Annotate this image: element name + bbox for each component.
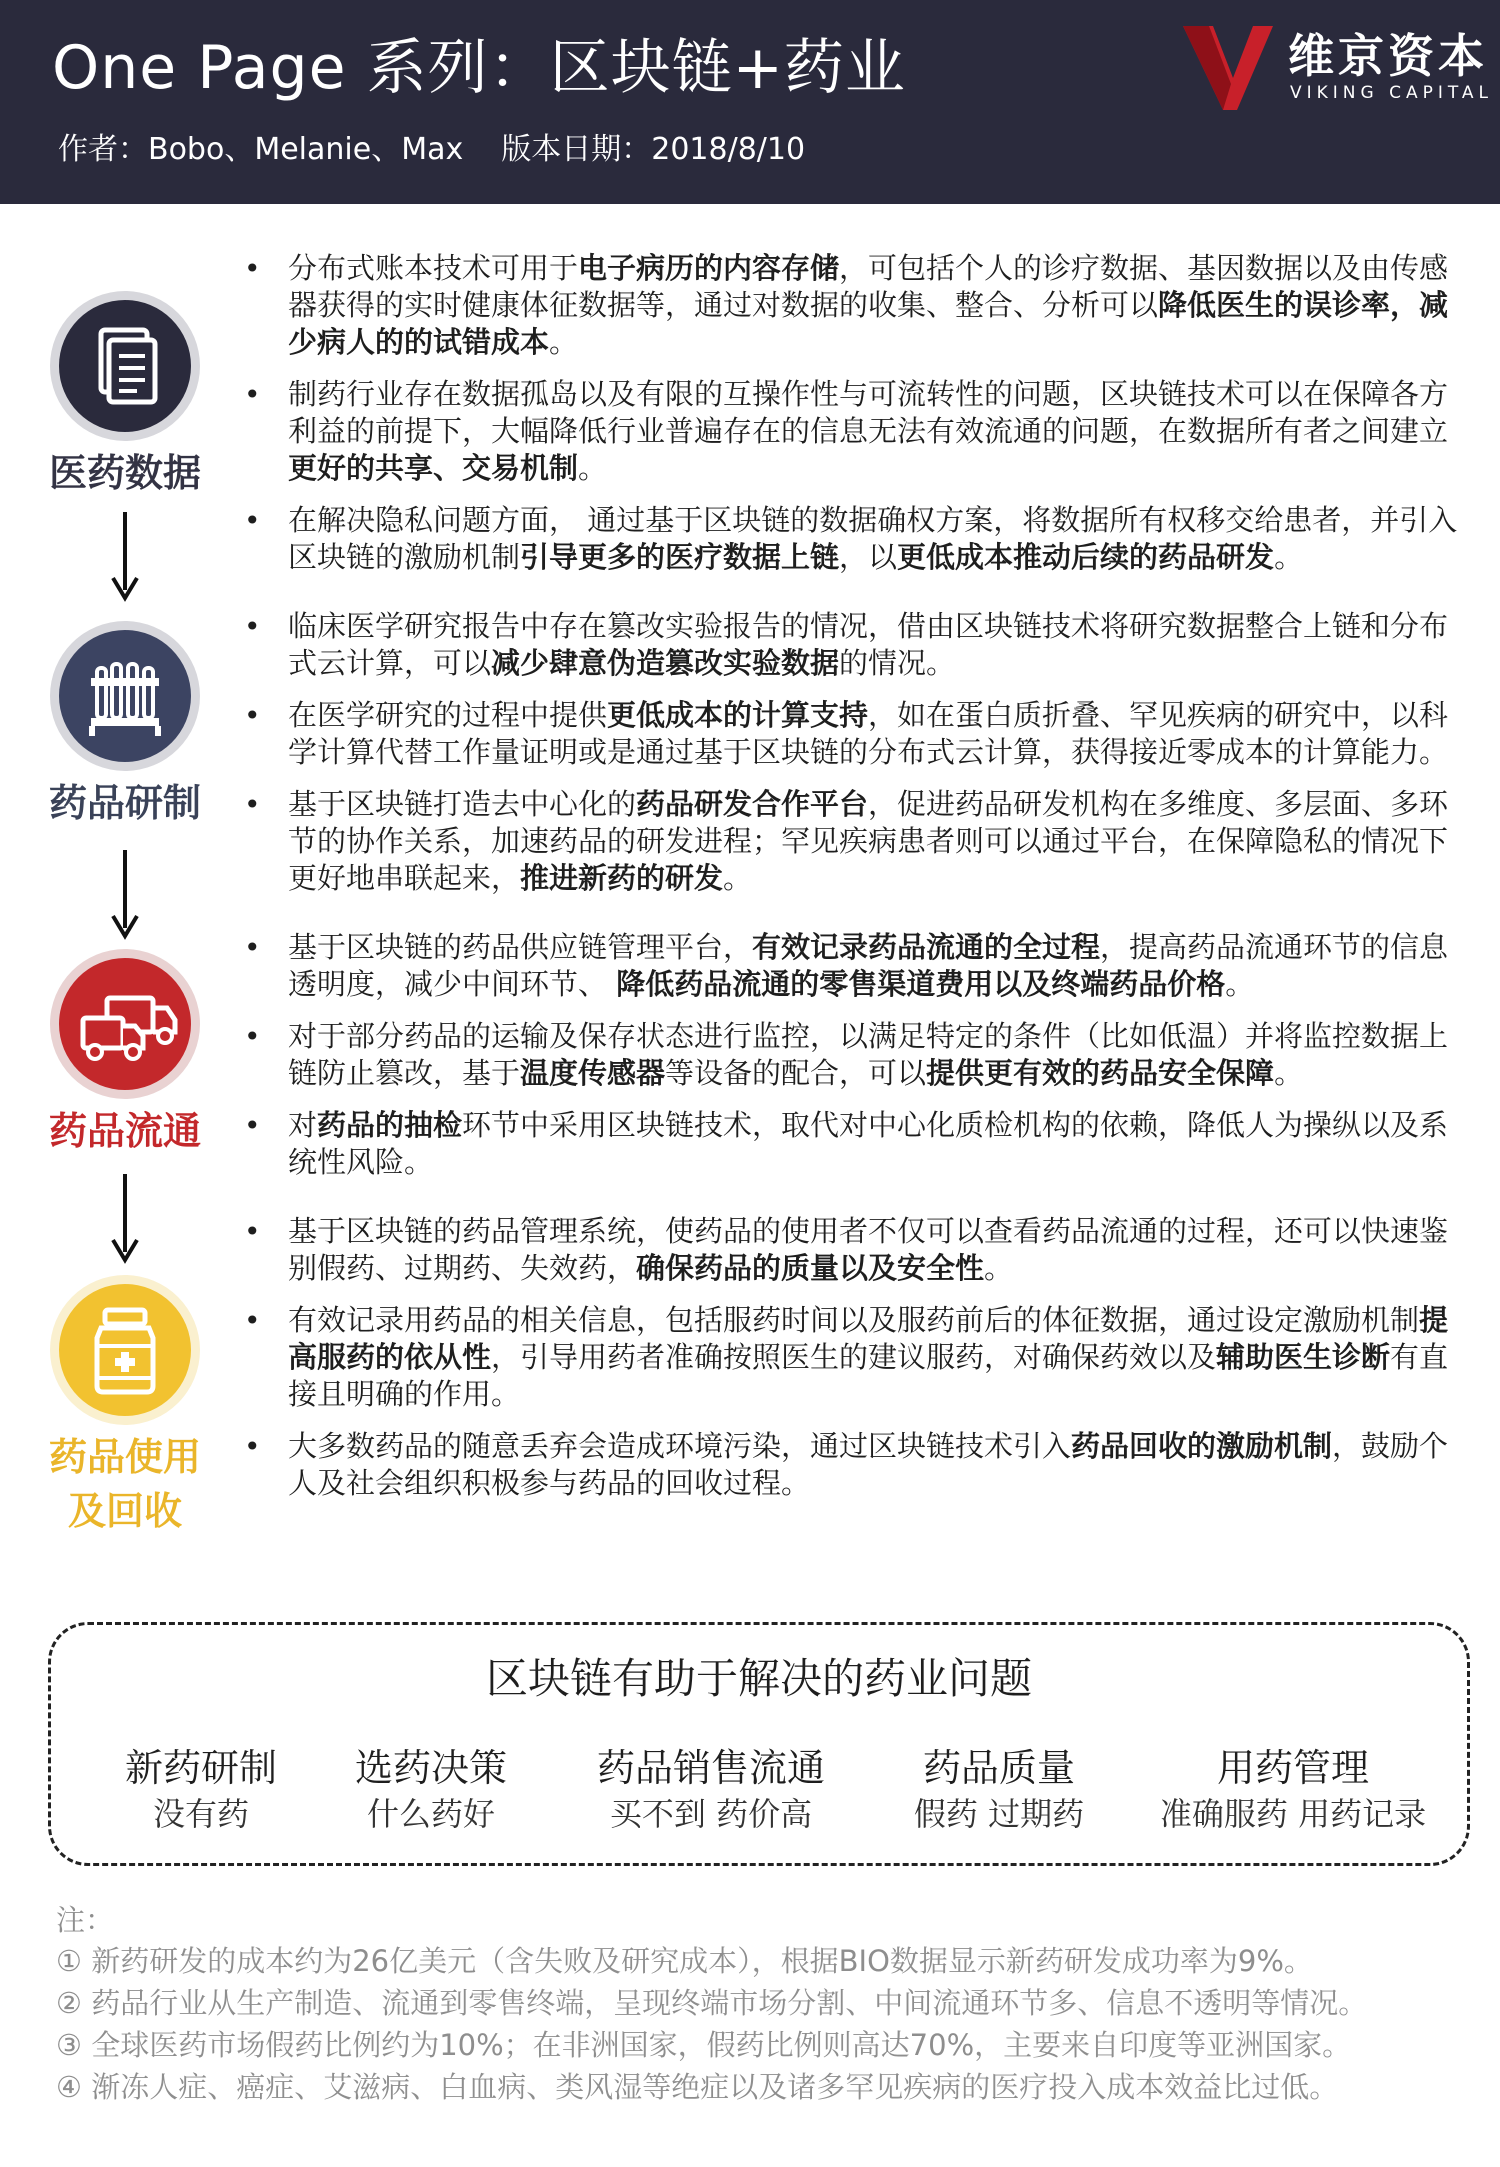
- problem-item: [301, 1743, 561, 1835]
- bullet-highlight: 引导更多的医疗数据上链: [520, 540, 840, 574]
- bullet-text: 有直接且明确的作用。: [288, 1340, 1449, 1411]
- bullet-text: ，如在蛋白质折叠、罕见疾病的研究中，以科学计算代替工作量证明或是通过基于区块链的分布式云计算，获得接近零成本的计算能力。: [288, 698, 1449, 769]
- bullet-item: [240, 608, 1460, 682]
- bullet-text: ，可包括个人的诊疗数据、基因数据以及由传感器获得的实时健康体征数据等，通过对数据的收集、整合、分析可以: [288, 251, 1449, 322]
- arrow-down-icon: [110, 512, 140, 604]
- arrow-down-icon: [110, 1174, 140, 1266]
- page-title: One Page 系列：区块链+药业: [52, 33, 906, 103]
- bullet-item: [240, 376, 1460, 487]
- bullet-item: [240, 250, 1460, 361]
- header-bar: [0, 0, 1500, 204]
- bullet-highlight: 确保药品的质量以及安全性: [636, 1251, 985, 1285]
- logo-chinese-name: 维京资本: [1288, 29, 1488, 83]
- stage-medical-data: [30, 290, 220, 500]
- bullet-item: [240, 929, 1460, 1003]
- footnote-item: ② 药品行业从生产制造、流通到零售终端，呈现终端市场分割、中间流通环节多、信息不透明等情况。: [56, 1986, 1368, 2020]
- author-text: 作者：Bobo、Melanie、Max: [58, 132, 464, 167]
- bullet-highlight: 温度传感器: [520, 1056, 666, 1090]
- byline: [58, 130, 805, 170]
- stage-drug-development: [30, 620, 220, 830]
- bullet-text: 对于部分药品的运输及保存状态进行监控，以满足特定的条件（比如低温）并将监控数据上链防止篡改，基于: [288, 1019, 1449, 1090]
- bullet-text: 基于区块链打造去中心化的: [288, 787, 637, 821]
- bullet-text: 。: [1225, 967, 1255, 1001]
- bullet-text: 对: [288, 1108, 318, 1142]
- bullet-text: 在医学研究的过程中提供: [288, 698, 608, 732]
- bullet-highlight: 有效记录药品流通的全过程: [752, 930, 1101, 964]
- bullet-content: [240, 250, 1460, 1517]
- problem-name: 选药决策: [354, 1746, 507, 1790]
- stage-label: 药品流通: [48, 1109, 201, 1153]
- problem-desc: 假药 过期药: [913, 1795, 1085, 1833]
- bullet-highlight: 更低成本推动后续的药品研发: [897, 540, 1275, 574]
- bullet-highlight: 减少肆意伪造篡改实验数据: [491, 646, 840, 680]
- bullet-group-drug-use: [240, 1213, 1460, 1502]
- bullet-text: 。: [984, 1251, 1014, 1285]
- bullet-text: 大多数药品的随意丢弃会造成环境污染，通过区块链技术引入: [288, 1429, 1072, 1463]
- notes-heading: 注：: [56, 1903, 115, 1937]
- viking-logo-icon: [1183, 26, 1273, 110]
- bullet-highlight: 更好的共享、交易机制: [288, 451, 579, 485]
- bullet-highlight: 药品回收的激励机制: [1071, 1429, 1333, 1463]
- problem-name: 用药管理: [1216, 1746, 1369, 1790]
- bullet-text: 环节中采用区块链技术，取代对中心化质检机构的依赖，降低人为操纵以及系统性风险。: [288, 1108, 1449, 1179]
- bullet-text: 。: [1274, 540, 1304, 574]
- problem-desc: 准确服药 用药记录: [1159, 1795, 1427, 1833]
- bullet-group-drug-development: [240, 608, 1460, 897]
- problem-desc: 没有药: [152, 1795, 249, 1833]
- medicine-bottle-icon: [49, 1274, 201, 1426]
- bullet-item: [240, 1018, 1460, 1092]
- bullet-text: 有效记录用药品的相关信息，包括服药时间以及服药前后的体征数据，通过设定激励机制: [288, 1303, 1420, 1337]
- footnote-item: ③ 全球医药市场假药比例约为10%；在非洲国家，假药比例则高达70%，主要来自印度等亚洲国家。: [56, 2028, 1352, 2062]
- bullet-highlight: 提供更有效的药品安全保障: [926, 1056, 1275, 1090]
- bullet-highlight: 药品的抽检: [317, 1108, 463, 1142]
- stage-drug-distribution: [30, 948, 220, 1158]
- bullet-text: 临床医学研究报告中存在篡改实验报告的情况，借由区块链技术将研究数据整合上链和分布式云计算，可以: [288, 609, 1449, 680]
- problem-item: [71, 1743, 331, 1835]
- bullet-text: ，引导用药者准确按照医生的建议服药，对确保药效以及: [491, 1340, 1217, 1374]
- logo-english-name: VIKING CAPITAL: [1290, 83, 1494, 103]
- bullet-text: 基于区块链的药品供应链管理平台，: [288, 930, 753, 964]
- bullet-text: 。: [723, 861, 753, 895]
- stage-label: 药品使用 及回收: [48, 1435, 201, 1533]
- stage-label: 药品研制: [48, 781, 201, 825]
- summary-title: 区块链有助于解决的药业问题: [485, 1654, 1032, 1703]
- problem-desc: 什么药好: [366, 1795, 495, 1833]
- footnotes: [56, 1900, 1476, 2108]
- arrow-down-icon: [110, 850, 140, 942]
- bullet-highlight: 推进新药的研发: [520, 861, 724, 895]
- bullet-group-medical-data: [240, 250, 1460, 576]
- bullet-text: ，提高药品流通环节的信息透明度，减少中间环节、: [288, 930, 1449, 1001]
- bullet-item: [240, 1428, 1460, 1502]
- bullet-text: 制药行业存在数据孤岛以及有限的互操作性与可流转性的问题，区块链技术可以在保障各方利益的前提下，大幅降低行业普遍存在的信息无法有效流通的问题，在数据所有者之间建立: [288, 377, 1449, 448]
- bullet-item: [240, 502, 1460, 576]
- problem-desc: 买不到 药价高: [609, 1795, 813, 1833]
- bullet-text: 分布式账本技术可用于: [288, 251, 579, 285]
- bullet-text: 等设备的配合，可以: [665, 1056, 927, 1090]
- bullet-item: [240, 1302, 1460, 1413]
- medical-record-icon: [49, 290, 201, 442]
- bullet-text: 在解决隐私问题方面， 通过基于区块链的数据确权方案，将数据所有权移交给患者，并引入区块链的激励机制: [288, 503, 1458, 574]
- bullet-item: [240, 1107, 1460, 1181]
- problem-item: [869, 1743, 1129, 1835]
- bullet-group-drug-distribution: [240, 929, 1460, 1181]
- bullet-text: 。: [578, 451, 608, 485]
- bullet-highlight: 电子病历的内容存储: [578, 251, 840, 285]
- footnote-item: ① 新药研发的成本约为26亿美元（含失败及研究成本），根据BIO数据显示新药研发成功率为9%。: [56, 1944, 1313, 1978]
- bullet-item: [240, 697, 1460, 771]
- bullet-text: 。: [1274, 1056, 1304, 1090]
- bullet-highlight: 降低医生的误诊率，减少病人的的试错成本: [288, 288, 1449, 359]
- bullet-highlight: 辅助医生诊断: [1216, 1340, 1391, 1374]
- stage-label: 医药数据: [48, 451, 201, 495]
- stage-drug-use-and-recycling: [30, 1274, 220, 1538]
- bullet-text: ，以: [839, 540, 898, 574]
- delivery-trucks-icon: [49, 948, 201, 1100]
- bullet-item: [240, 1213, 1460, 1287]
- problem-item: [551, 1743, 871, 1835]
- footnote-item: ④ 渐冻人症、癌症、艾滋病、白血病、类风湿等绝症以及诸多罕见疾病的医疗投入成本效益比过低。: [56, 2070, 1339, 2104]
- bullet-highlight: 更低成本的计算支持: [607, 698, 869, 732]
- bullet-text: ，鼓励个人及社会组织积极参与药品的回收过程。: [288, 1429, 1449, 1500]
- problem-name: 药品销售流通: [596, 1746, 825, 1790]
- problem-item: [1133, 1743, 1453, 1835]
- bullet-highlight: 提高服药的依从性: [288, 1303, 1449, 1374]
- bullet-text: 。: [549, 325, 579, 359]
- summary-box: [48, 1622, 1470, 1866]
- problem-name: 新药研制: [124, 1746, 277, 1790]
- test-tubes-icon: [49, 620, 201, 772]
- problem-name: 药品质量: [922, 1746, 1075, 1790]
- version-date: 版本日期：2018/8/10: [501, 132, 806, 167]
- bullet-highlight: 降低药品流通的零售渠道费用以及终端药品价格: [616, 967, 1226, 1001]
- bullet-highlight: 药品研发合作平台: [636, 787, 869, 821]
- bullet-text: ，促进药品研发机构在多维度、多层面、多环节的协作关系，加速药品的研发进程；罕见疾病患者则可以通过平台，在保障隐私的情况下更好地串联起来，: [288, 787, 1449, 895]
- bullet-item: [240, 786, 1460, 897]
- bullet-text: 的情况。: [839, 646, 956, 680]
- bullet-text: 基于区块链的药品管理系统，使药品的使用者不仅可以查看药品流通的过程，还可以快速鉴别假药、过期药、失效药，: [288, 1214, 1449, 1285]
